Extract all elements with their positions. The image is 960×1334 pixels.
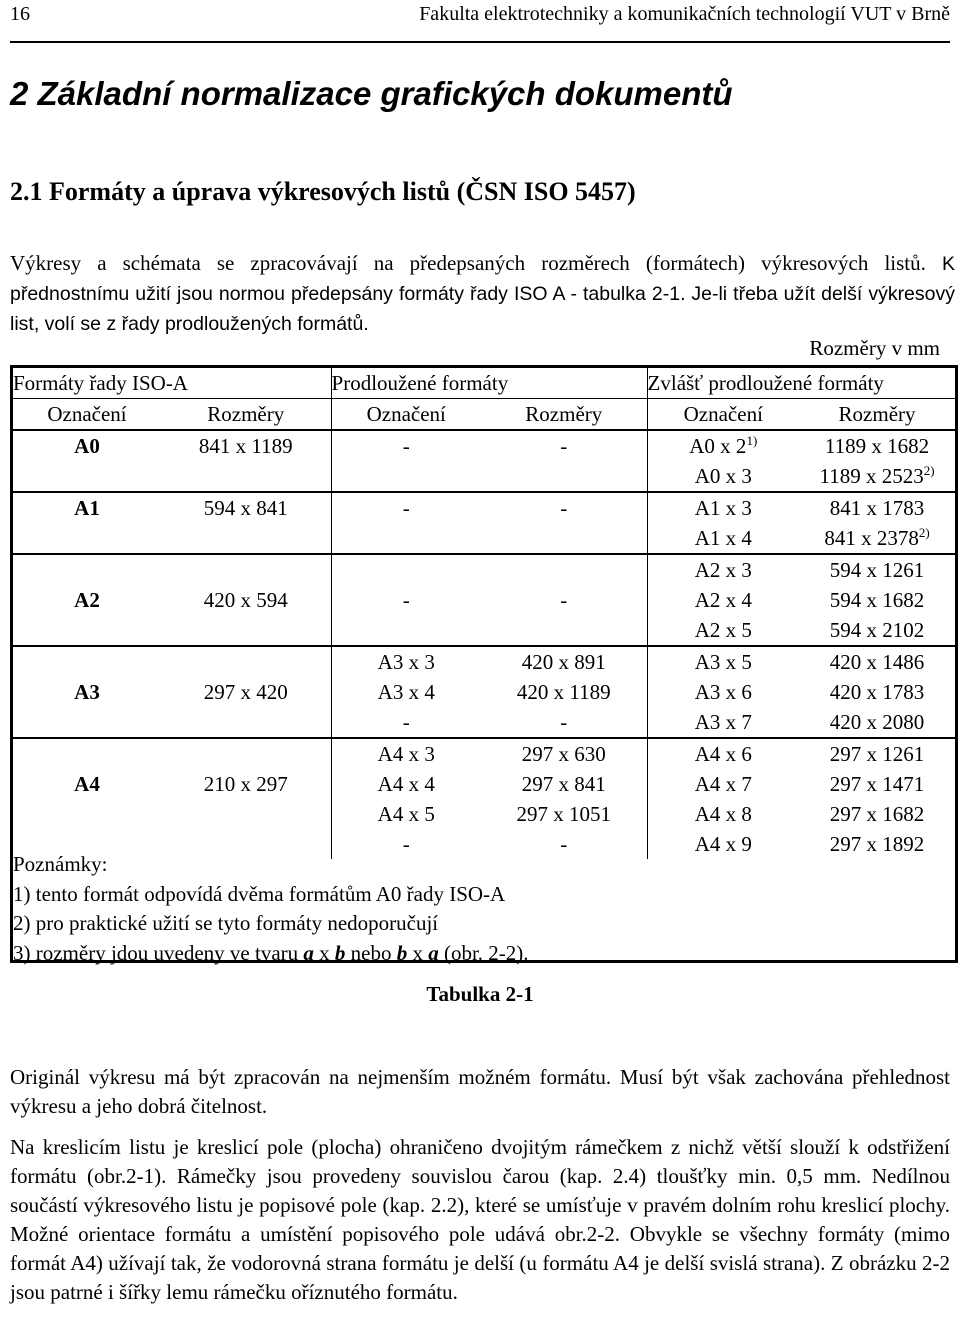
- special-dimensions-cell: [799, 738, 955, 769]
- table-caption: Tabulka 2-1: [426, 982, 534, 1006]
- extended-dimensions: 420 x 1189: [516, 680, 611, 704]
- note-1: 1) tento formát odpovídá dvěma formátům A0 řady ISO-A: [13, 881, 506, 906]
- special-designation-cell: [647, 585, 799, 615]
- extended-dimensions: 297 x 1051: [516, 802, 612, 826]
- col-header: Rozměry: [799, 399, 955, 431]
- section-title: 2.1 Formáty a úprava výkresových listů (ČSN ISO 5457): [10, 177, 636, 206]
- special-dimensions-cell: [799, 585, 955, 615]
- extended-dimensions: -: [560, 434, 568, 458]
- intro-part2: K přednostnímu užití jsou normou předepsány formáty řady ISO A - tabulka 2-1.: [10, 253, 956, 305]
- note-3-x2: x: [407, 940, 429, 965]
- extended-dimensions: [481, 523, 647, 554]
- special-dimensions: 1189 x 2523: [819, 464, 924, 488]
- special-designation: A4 x 8: [694, 802, 752, 826]
- iso-designation: [13, 738, 161, 769]
- iso-designation: [13, 554, 161, 585]
- col-header: Označení: [331, 399, 481, 431]
- special-designation: A0 x 2: [689, 434, 747, 458]
- special-dimensions-cell: [799, 646, 955, 677]
- extended-dimensions: 420 x 891: [481, 646, 647, 677]
- special-designation: A2 x 5: [694, 618, 752, 642]
- chapter-title: 2 Základní normalizace grafických dokumentů: [10, 75, 733, 112]
- special-designation-cell: [647, 646, 799, 677]
- iso-designation: [13, 615, 161, 646]
- special-dimensions: 297 x 1471: [829, 772, 925, 796]
- note-3-b: b: [334, 940, 346, 965]
- special-dimensions: 594 x 1261: [829, 558, 925, 582]
- col-header: Označení: [647, 399, 799, 431]
- table-row: [13, 523, 955, 554]
- special-dimensions: 297 x 1682: [829, 802, 925, 826]
- extended-dimensions: -: [481, 492, 647, 523]
- special-dimensions: 1189 x 1682: [824, 434, 930, 458]
- note-3-x: x: [313, 940, 335, 965]
- extended-designation: -: [331, 585, 481, 615]
- special-dimensions: 420 x 1783: [829, 680, 925, 704]
- special-designation-cell: [647, 769, 799, 799]
- table-row: [13, 585, 955, 615]
- group-iso-a: Formáty řady ISO-A: [13, 368, 331, 399]
- special-designation-cell: [647, 799, 799, 829]
- special-designation: A3 x 6: [694, 680, 752, 704]
- iso-designation: [13, 799, 161, 829]
- extended-designation: A4 x 3: [331, 738, 481, 769]
- special-dimensions-cell: [799, 523, 955, 554]
- extended-dimensions: [481, 461, 647, 492]
- extended-designation: -: [331, 707, 481, 738]
- extended-dimensions: -: [560, 832, 568, 856]
- special-designation: A4 x 6: [694, 742, 752, 766]
- iso-designation: A2: [74, 588, 100, 612]
- special-designation-cell: [647, 707, 799, 738]
- iso-dimensions: 841 x 1189: [198, 434, 293, 458]
- table-row: [13, 707, 955, 738]
- special-dimensions: 594 x 1682: [829, 588, 925, 612]
- special-designation: A2 x 4: [694, 588, 752, 612]
- iso-designation: A0: [74, 434, 100, 458]
- special-dimensions: 420 x 2080: [829, 710, 925, 734]
- group-prodlouzene: Prodloužené formáty: [331, 368, 647, 399]
- extended-designation: A3 x 4: [331, 677, 481, 707]
- special-dimensions-cell: [799, 677, 955, 707]
- iso-dimensions: 210 x 297: [203, 772, 288, 796]
- special-dimensions: 297 x 1261: [829, 742, 925, 766]
- table-row: [13, 461, 955, 492]
- special-dimensions: 420 x 1486: [829, 650, 925, 674]
- table-row: [13, 492, 955, 523]
- special-dimensions: 841 x 2378: [824, 526, 919, 550]
- column-header-row: [13, 399, 955, 431]
- note-3-b2: b: [396, 940, 408, 965]
- note-3-or: nebo: [345, 940, 397, 965]
- special-designation: A4 x 9: [694, 832, 752, 856]
- iso-designation: [13, 523, 161, 554]
- special-dimensions-cell: [799, 615, 955, 646]
- special-designation: A1 x 4: [694, 526, 752, 550]
- extended-designation: A4 x 4: [331, 769, 481, 799]
- special-designation: A3 x 7: [694, 710, 752, 734]
- extended-designation: [331, 523, 481, 554]
- extended-dimensions: 297 x 630: [481, 738, 647, 769]
- iso-dimensions: [161, 799, 331, 829]
- notes-block: [13, 850, 943, 968]
- table-row: [13, 430, 955, 461]
- extended-designation: [331, 615, 481, 646]
- table-row: [13, 554, 955, 585]
- special-designation-cell: [647, 677, 799, 707]
- iso-dimensions: 420 x 594: [203, 588, 288, 612]
- special-dimensions-cell: [799, 461, 955, 492]
- iso-designation: A3: [74, 680, 100, 704]
- iso-dimensions: [161, 554, 331, 585]
- footnote-mark: 1): [746, 433, 758, 448]
- extended-dimensions: 297 x 841: [521, 772, 606, 796]
- paragraph-2: Na kreslicím listu je kreslicí pole (plocha) ohraničeno dvojitým rámečkem z nichž větší slouží k odstřižení formátu (obr.2-1). Rámečky jsou provedeny souvislou čarou (kap. 2.4) tloušťky min. 0,5 mm. Nedílnou součástí výkresového listu je popisové pole (kap. 2.2), které se umísťuje v pravém dolním rohu kreslicí plochy. Možné orientace formátu a umístění popisového pole udává obr.2-2. Obvykle se všechny formáty (mimo formát A4) užívají tak, že vodorovná strana formátu je delší (u formátu A4 je delší svislá strana). Z obrázku 2-2 jsou patrné i šířky lemu rámečku oříznutého formátu.: [10, 1135, 950, 1304]
- special-dimensions: 594 x 2102: [829, 618, 925, 642]
- extended-designation: [331, 554, 481, 585]
- note-2: 2) pro praktické užití se tyto formáty nedoporučují: [13, 911, 439, 935]
- formats-table: [13, 368, 955, 859]
- extended-designation: -: [331, 492, 481, 523]
- notes-title: Poznámky:: [13, 852, 108, 876]
- col-header: Rozměry: [481, 399, 647, 431]
- special-dimensions-cell: [799, 769, 955, 799]
- extended-dimensions: [481, 615, 647, 646]
- special-dimensions-cell: [799, 554, 955, 585]
- iso-dimensions: [161, 707, 331, 738]
- special-designation: A1 x 3: [694, 496, 752, 520]
- note-3-suffix: (obr. 2-2).: [438, 940, 529, 965]
- iso-dimensions: 297 x 420: [203, 680, 288, 704]
- special-dimensions: 841 x 1783: [829, 496, 925, 520]
- note-3-a2: a: [428, 940, 439, 965]
- iso-designation: [13, 707, 161, 738]
- special-dimensions-cell: [799, 492, 955, 523]
- iso-designation: [13, 461, 161, 492]
- note-3-a: a: [303, 940, 314, 965]
- iso-dimensions: 594 x 841: [161, 492, 331, 523]
- iso-dimensions: [161, 523, 331, 554]
- units-label: Rozměry v mm: [809, 336, 940, 360]
- formats-table-frame: [10, 365, 958, 963]
- iso-designation: A1: [13, 492, 161, 523]
- extended-dimensions: -: [560, 588, 568, 612]
- page-number: 16: [10, 3, 30, 25]
- special-dimensions: 297 x 1892: [829, 832, 925, 856]
- intro-part3: Je-li třeba užít delší výkresový list, volí se z řady prodloužených formátů.: [10, 283, 955, 335]
- table-row: [13, 677, 955, 707]
- extended-designation: [331, 461, 481, 492]
- extended-designation: -: [331, 430, 481, 461]
- col-header: Rozměry: [161, 399, 331, 431]
- special-designation-cell: [647, 738, 799, 769]
- special-designation: A3 x 5: [694, 650, 752, 674]
- extended-designation: A4 x 5: [331, 799, 481, 829]
- note-3: [13, 939, 943, 969]
- iso-dimensions: [161, 615, 331, 646]
- iso-dimensions: [161, 461, 331, 492]
- note-3-prefix: 3) rozměry jdou uvedeny ve tvaru: [13, 940, 304, 965]
- special-designation-cell: [647, 615, 799, 646]
- table-row: [13, 646, 955, 677]
- extended-designation: -: [331, 829, 481, 859]
- special-dimensions-cell: [799, 707, 955, 738]
- faculty-name: Fakulta elektrotechniky a komunikačních technologií VUT v Brně: [419, 3, 950, 25]
- extended-dimensions: [481, 554, 647, 585]
- group-zvlast-prodlouzene: Zvlášť prodloužené formáty: [647, 368, 955, 399]
- intro-paragraph: [10, 249, 955, 339]
- special-designation-cell: [647, 430, 799, 461]
- extended-dimensions: -: [560, 710, 568, 734]
- special-dimensions-cell: [799, 430, 955, 461]
- iso-dimensions: [161, 646, 331, 677]
- paragraph-1: Originál výkresu má být zpracován na nejmenším možném formátu. Musí být však zachována přehlednost výkresu a jeho dobrá čitelnost.: [10, 1065, 950, 1118]
- special-dimensions-cell: [799, 799, 955, 829]
- extended-designation: A3 x 3: [331, 646, 481, 677]
- header-rule: [10, 41, 950, 43]
- footnote-mark: 2): [918, 525, 930, 540]
- group-header-row: [13, 368, 955, 399]
- special-designation-cell: [647, 461, 799, 492]
- iso-designation: [13, 646, 161, 677]
- special-designation-cell: [647, 554, 799, 585]
- special-designation-cell: [647, 492, 799, 523]
- table-row: [13, 799, 955, 829]
- iso-dimensions: [161, 738, 331, 769]
- table-row: [13, 615, 955, 646]
- special-designation-cell: [647, 523, 799, 554]
- special-designation: A4 x 7: [694, 772, 752, 796]
- intro-part1: Výkresy a schémata se zpracovávají na předepsaných rozměrech (formátech) výkresových listů.: [10, 251, 926, 275]
- iso-designation: A4: [74, 772, 100, 796]
- table-row: [13, 738, 955, 769]
- special-designation: A0 x 3: [694, 464, 752, 488]
- table-row: [13, 769, 955, 799]
- footnote-mark: 2): [923, 463, 935, 478]
- col-header: Označení: [13, 399, 161, 431]
- special-designation: A2 x 3: [694, 558, 752, 582]
